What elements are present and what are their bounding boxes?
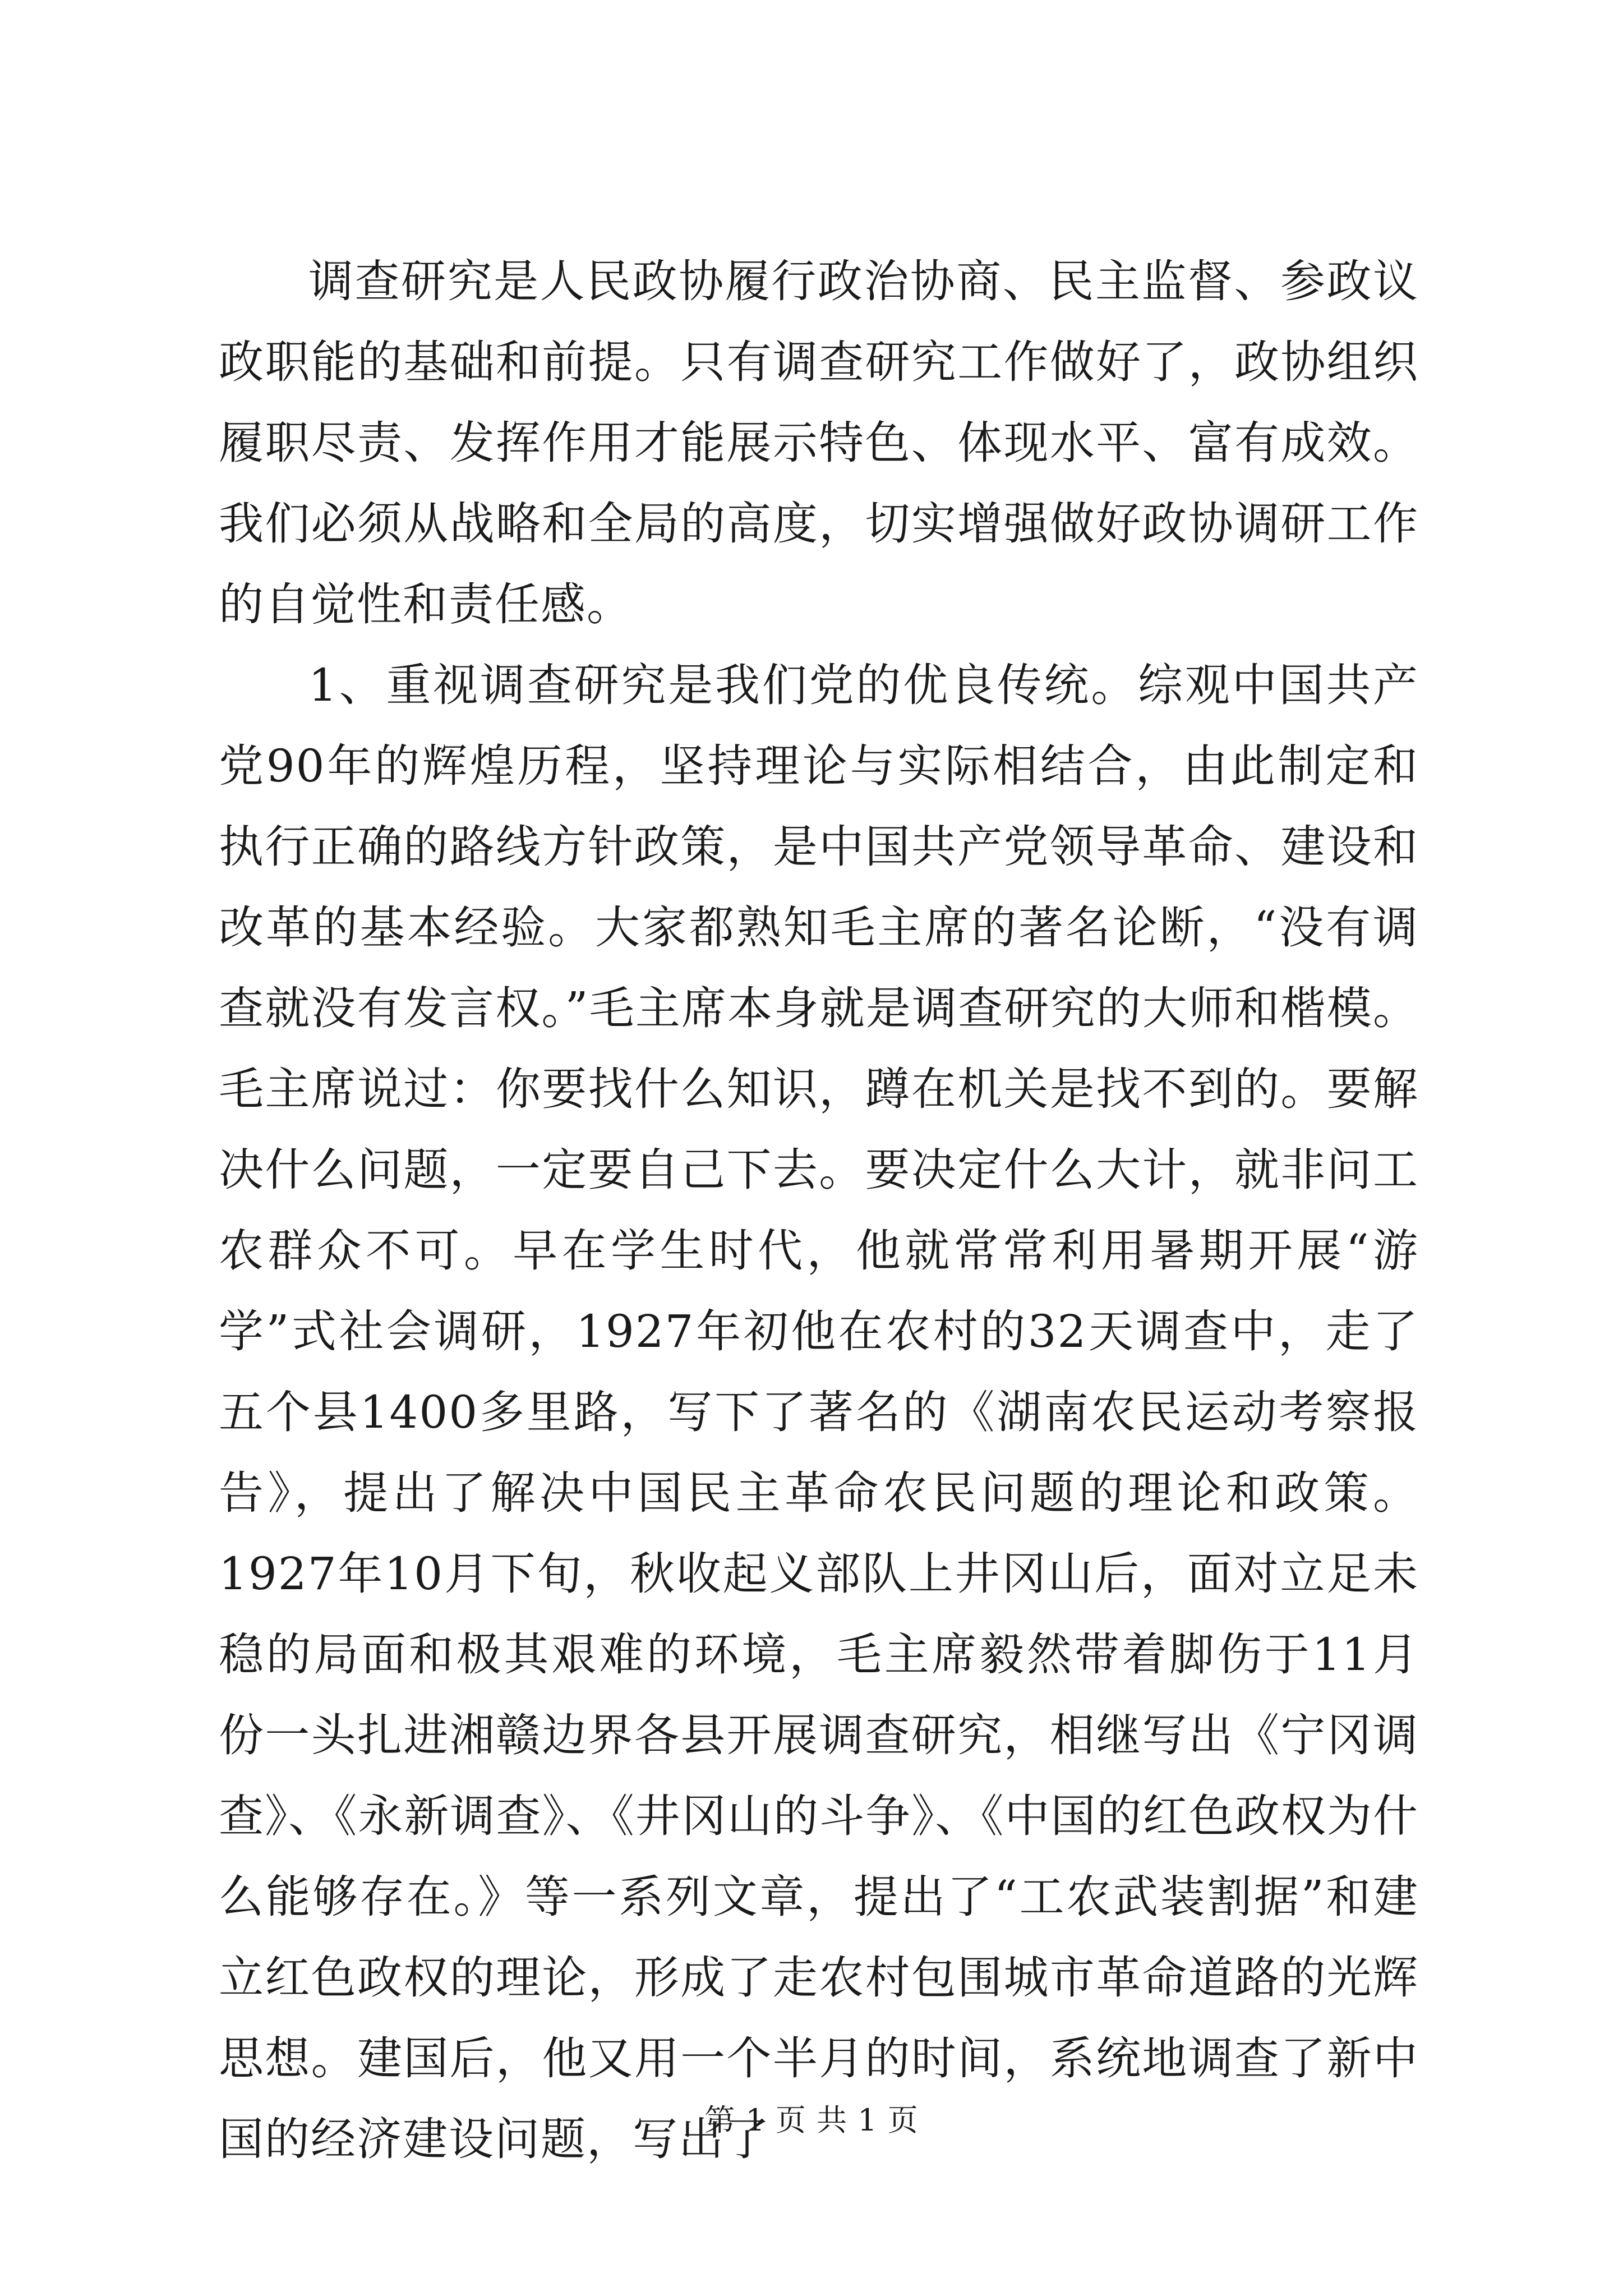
- page-footer: 第 1 页 共 1 页: [704, 2102, 919, 2138]
- paragraph-intro: 调查研究是人民政协履行政治协商、民主监督、参政议政职能的基础和前提。只有调查研究工作做好了，政协组织履职尽责、发挥作用才能展示特色、体现水平、富有成效。我们必须从战略和全局的高度，切实增强做好政协调研工作的自觉性和责任感。: [219, 255, 1419, 631]
- document-body: [219, 241, 1419, 2180]
- paragraph-tradition: 1、重视调查研究是我们党的优良传统。综观中国共产党90年的辉煌历程，坚持理论与实际相结合，由此制定和执行正确的路线方针政策，是中国共产党领导革命、建设和改革的基本经验。大家都熟知毛主席的著名论断，“没有调查就没有发言权。”毛主席本身就是调查研究的大师和楷模。毛主席说过：你要找什么知识，蹲在机关是找不到的。要解决什么问题，一定要自己下去。要决定什么大计，就非问工农群众不可。早在学生时代，他就常常利用暑期开展“游学”式社会调研，1927年初他在农村的32天调查中，走了五个县1400多里路，写下了著名的《湖南农民运动考察报告》，提出了解决中国民主革命农民问题的理论和政策。1927年10月下旬，秋收起义部队上井冈山后，面对立足未稳的局面和极其艰难的环境，毛主席毅然带着脚伤于11月份一头扎进湘赣边界各县开展调查研究，相继写出《宁冈调查》、《永新调查》、《井冈山的斗争》、《中国的红色政权为什么能够存在。》等一系列文章，提出了“工农武装割据”和建立红色政权的理论，形成了走农村包围城市革命道路的光辉思想。建国后，他又用一个半月的时间，系统地调查了新中国的经济建设问题，写出了: [219, 659, 1419, 2165]
